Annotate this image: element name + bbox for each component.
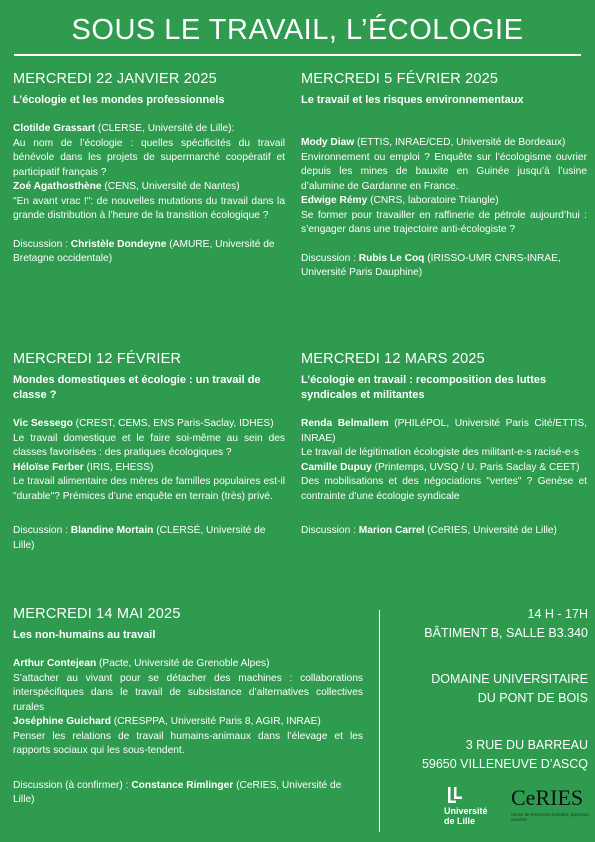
talk-title: Penser les relations de travail humains-animaux dans l’élevage et les rapports sociaux qui les sous-tendent.	[13, 730, 363, 756]
speaker-affiliation: (Pacte, Université de Grenoble Alpes)	[96, 658, 270, 669]
session-date: MERCREDI 22 JANVIER 2025	[13, 71, 217, 87]
discussion-label: Discussion :	[13, 525, 71, 536]
discussion-label: Discussion :	[301, 525, 359, 536]
speaker-name: Clotilde Grassart	[13, 123, 96, 134]
speaker-name: Héloïse Ferber	[13, 461, 84, 473]
speaker-affiliation: (CLERSE, Université de Lille):	[95, 123, 235, 134]
talk-2	[13, 715, 363, 730]
address-line-1: 3 RUE DU BARREAU	[465, 738, 588, 752]
lille-logo-mark-icon	[446, 786, 468, 806]
lille-line-1: Université	[444, 806, 488, 816]
discussant-name: Christèle Dondeyne	[70, 238, 167, 250]
talk-title: "En avant vrac !": de nouvelles mutations du travail dans la grande distribution à l’heure de la transition écologique ?	[13, 195, 285, 221]
session-2	[301, 70, 587, 281]
talk-1	[13, 122, 285, 137]
talk-title: Des mobilisations et des négociations "vertes" ? Genèse et contrainte d’une écologie syndicale	[301, 476, 587, 502]
venue-line-2: DU PONT DE BOIS	[477, 691, 588, 705]
session-date: MERCREDI 5 FÉVRIER 2025	[301, 71, 499, 87]
event-room: BÂTIMENT B, SALLE B3.340	[424, 626, 588, 640]
discussion-label: Discussion :	[13, 238, 71, 250]
lille-line-2: de Lille	[444, 816, 476, 826]
event-time: 14 H - 17H	[527, 607, 588, 621]
discussant-name: Constance Rimlinger	[131, 779, 234, 791]
session-talks	[13, 122, 285, 224]
talk-1	[301, 136, 587, 151]
venue	[388, 670, 588, 708]
session-date: MERCREDI 12 MARS 2025	[301, 351, 485, 367]
discussion	[13, 238, 285, 267]
venue-line-1: DOMAINE UNIVERSITAIRE	[431, 672, 588, 686]
session-4	[301, 350, 587, 539]
discussant-affiliation: (AMURE, Université de Bretagne occidentale)	[13, 238, 275, 264]
title-divider	[14, 54, 581, 56]
speaker-affiliation: (ETTIS, INRAE/CED, Université de Bordeaux)	[354, 137, 566, 148]
discussion	[13, 779, 363, 808]
speaker-name: Joséphine Guichard	[13, 716, 111, 727]
talk-title: Se former pour travailler en raffinerie de pétrole aujourd’hui : s’engager dans une trajectoire anti-écologiste ?	[301, 209, 587, 235]
speaker-name: Zoé Agathosthène	[13, 181, 102, 192]
discussant-affiliation: (CeRIES, Université de Lille)	[424, 525, 557, 536]
speaker-affiliation: (CREST, CEMS, ENS Paris-Saclay, IDHES)	[72, 418, 274, 429]
discussion	[301, 524, 587, 539]
session-theme: Mondes domestiques et écologie : un travail de classe ?	[13, 374, 261, 401]
time-and-room	[388, 605, 588, 643]
discussant-name: Blandine Mortain	[70, 525, 154, 536]
discussion	[301, 252, 587, 281]
speaker-name: Mody Diaw	[301, 137, 355, 148]
talk-1	[13, 657, 363, 672]
discussant-affiliation: (CLERSÉ, Université de Lille)	[13, 525, 266, 551]
talk-1	[13, 417, 285, 432]
universite-de-lille-logo	[444, 786, 504, 832]
session-theme: L’écologie et les mondes professionnels	[13, 94, 225, 106]
talk-1	[301, 417, 587, 446]
talk-2	[301, 194, 587, 209]
session-date: MERCREDI 12 FÉVRIER	[13, 351, 182, 367]
speaker-affiliation: (CRESPPA, Université Paris 8, AGIR, INRAE)	[110, 716, 321, 727]
session-talks	[13, 417, 285, 504]
talk-2	[301, 461, 587, 476]
speaker-name: Camille Dupuy	[301, 461, 372, 473]
speaker-affiliation: (PHILéPOL, Université Paris Cité/ETTIS, INRAE)	[301, 418, 587, 444]
speaker-affiliation: (IRIS, EHESS)	[83, 461, 154, 473]
speaker-name: Edwige Rémy	[301, 195, 368, 206]
speaker-name: Renda Belmallem	[301, 418, 389, 429]
address-line-2: 59650 VILLENEUVE D’ASCQ	[421, 757, 588, 771]
vertical-divider	[379, 610, 380, 832]
discussant-name: Rubis Le Coq	[358, 252, 425, 264]
talk-2	[13, 461, 285, 476]
lille-logo-text	[444, 806, 488, 826]
address	[388, 736, 588, 774]
discussant-affiliation: (IRISSO-UMR CNRS-INRAE, Université Paris Dauphine)	[301, 252, 561, 278]
session-theme: L’écologie en travail : recomposition des luttes syndicales et militantes	[301, 374, 547, 401]
speaker-affiliation: (CNRS, laboratoire Triangle)	[367, 195, 499, 206]
discussion-label: Discussion (à confirmer) :	[13, 779, 132, 791]
session-talks	[13, 657, 363, 759]
session-1	[13, 70, 285, 267]
session-talks	[301, 136, 587, 238]
speaker-name: Vic Sessego	[13, 418, 73, 429]
talk-title: Environnement ou emploi ? Enquête sur l’écologisme ouvrier depuis les mines de bauxite en Guinée jusqu’à l’usine d’alumine de Gardanne en France.	[301, 151, 587, 192]
talk-title: Le travail de légitimation écologiste des militant-e-s racisé-e-s	[301, 447, 580, 458]
talk-title: S’attacher au vivant pour se détacher des machines : collaborations interspécifiques dans le travail de subsistance d’alternatives collectives rurales	[13, 672, 363, 713]
discussant-name: Marion Carrel	[358, 525, 425, 536]
session-theme: Le travail et les risques environnementaux	[301, 94, 524, 106]
talk-title: Le travail domestique et le faire soi-même au sein des classes favorisées : des pratiques écologiques ?	[13, 432, 285, 458]
session-date: MERCREDI 14 MAI 2025	[13, 606, 181, 622]
discussion-label: Discussion :	[301, 252, 359, 264]
speaker-affiliation: (Printemps, UVSQ / U. Paris Saclay & CEET)	[371, 461, 580, 473]
speaker-affiliation: (CENS, Université de Nantes)	[101, 181, 240, 192]
ceries-logo	[511, 786, 595, 832]
session-5	[13, 605, 363, 808]
ceries-subtitle: Centre de Recherche Individus, Épreuves, Sociétés	[511, 812, 590, 822]
talk-2	[13, 180, 285, 195]
discussant-affiliation: (CeRIES, Université de Lille)	[13, 779, 342, 805]
ceries-wordmark: CeRIES	[511, 785, 584, 810]
discussion	[13, 524, 285, 553]
session-3	[13, 350, 285, 553]
speaker-name: Arthur Contejean	[13, 658, 97, 669]
session-theme: Les non-humains au travail	[13, 629, 156, 641]
talk-title: Au nom de l’écologie : quelles spécificités du travail bénévole dans les projets de supermarché coopératif et participatif français ?	[13, 137, 285, 178]
page-title: SOUS LE TRAVAIL, L’ÉCOLOGIE	[71, 14, 524, 46]
session-talks	[301, 417, 587, 504]
talk-title: Le travail alimentaire des mères de familles populaires est-il "durable"? Prémices d’une enquête en terrain (très) privé.	[13, 476, 285, 502]
